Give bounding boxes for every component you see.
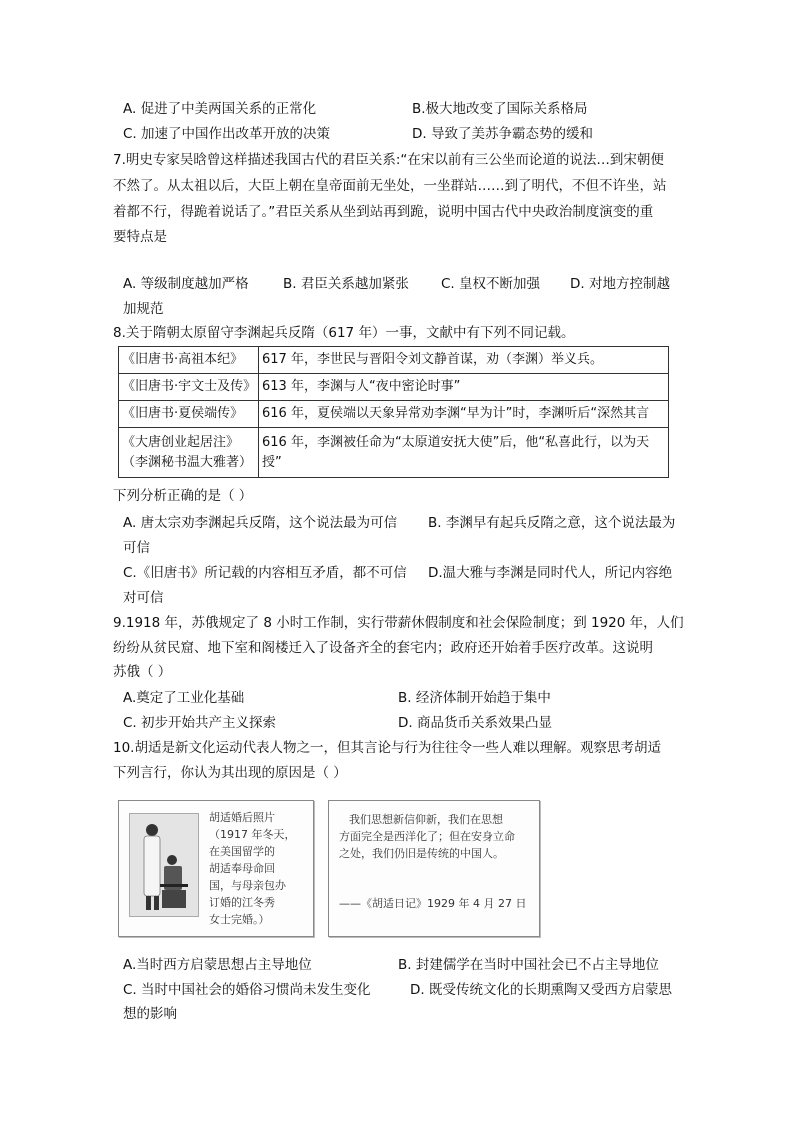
- q9-option-c: C. 初步开始共产主义探索: [123, 715, 277, 731]
- table-row: [119, 428, 669, 478]
- q10-stem-line-2: 下列言行，你认为其出现的原因是（ ）: [113, 765, 347, 781]
- q6-option-c: C. 加速了中国作出改革开放的决策: [123, 126, 331, 142]
- q6-option-d: D. 导致了美苏争霸态势的缓和: [412, 126, 593, 142]
- q8-option-b: B. 李渊早有起兵反隋之意，这个说法最为: [428, 515, 676, 531]
- source-name: 《旧唐书·夏侯端传》: [119, 401, 259, 428]
- photo-caption-line: 订婚的江冬秀: [209, 896, 275, 909]
- source-record: 616 年，李渊被任命为“太原道安抚大使”后，他“私喜此行，以为天授”: [259, 428, 669, 478]
- q7-stem-line-4: 要特点是: [113, 229, 167, 245]
- q9-option-a: A.奠定了工业化基础: [123, 690, 245, 706]
- source-record: 617 年，李世民与晋阳令刘文静首谋，劝（李渊）举义兵。: [259, 347, 669, 374]
- q9-stem-line-2: 纷纷从贫民窟、地下室和阁楼迁入了设备齐全的套宅内；政府还开始着手医疗改革。这说明: [113, 640, 653, 656]
- q7-stem-line-1: 7.明史专家吴晗曾这样描述我国古代的君臣关系:“在宋以前有三公坐而论道的说法…到宋朝便: [113, 152, 664, 168]
- photo-caption-line: 国，与母亲包办: [209, 879, 286, 892]
- q9-stem-line-3: 苏俄（ ）: [113, 664, 172, 680]
- q10-option-b: B. 封建儒学在当时中国社会已不占主导地位: [398, 957, 659, 973]
- wedding-photo-figure: [118, 800, 314, 937]
- photo-caption-line: （1917 年冬天，: [209, 828, 296, 841]
- q9-stem-line-1: 9.1918 年，苏俄规定了 8 小时工作制，实行带薪休假制度和社会保险制度；到 1920 年，人们: [113, 615, 684, 631]
- photo-caption-line: 胡适奉母命回: [209, 862, 275, 875]
- q8-option-a: A. 唐太宗劝李渊起兵反隋，这个说法最为可信: [123, 515, 398, 531]
- source-record: 616 年，夏侯端以天象异常劝李渊“早为计”时，李渊听后“深然其言: [259, 401, 669, 428]
- q7-stem-line-3: 着都不行，得跪着说话了。”君臣关系从坐到站再到跪，说明中国古代中央政治制度演变的重: [113, 204, 654, 220]
- diary-quote-source: ——《胡适日记》1929 年 4 月 27 日: [339, 897, 527, 910]
- diary-quote-line: 方面完全是西洋化了；但在安身立命: [339, 830, 515, 843]
- wedding-photo: [129, 813, 199, 917]
- table-row: [119, 347, 669, 374]
- q10-option-c: C. 当时中国社会的婚俗习惯尚未发生变化: [123, 982, 371, 998]
- source-name: 《旧唐书·宇文士及传》: [119, 374, 259, 401]
- q6-option-b: B.极大地改变了国际关系格局: [412, 101, 588, 117]
- table-row: [119, 374, 669, 401]
- q10-option-a: A.当时西方启蒙思想占主导地位: [123, 957, 312, 973]
- diary-quote-line: 我们思想新信仰新，我们在思想: [349, 813, 503, 826]
- table-row: [119, 401, 669, 428]
- source-record: 613 年，李渊与人“夜中密论时事”: [259, 374, 669, 401]
- q10-stem-line-1: 10.胡适是新文化运动代表人物之一，但其言论与行为往往令一些人难以理解。观察思考胡适: [113, 740, 661, 756]
- q8-source-table: [118, 346, 669, 478]
- diary-quote-figure: [328, 800, 540, 937]
- q7-option-d-continued: 加规范: [123, 301, 164, 317]
- source-name: 《旧唐书·高祖本纪》: [119, 347, 259, 374]
- q6-option-a: A. 促进了中美两国关系的正常化: [123, 101, 317, 117]
- q8-stem: 8.关于隋朝太原留守李渊起兵反隋（617 年）一事，文献中有下列不同记载。: [113, 325, 575, 341]
- q7-option-c: C. 皇权不断加强: [441, 276, 541, 292]
- photo-caption-line: 女士完婚。）: [209, 913, 270, 926]
- q7-stem-line-2: 不然了。从太祖以后，大臣上朝在皇帝面前无坐处，一坐群站……到了明代，不但不许坐，站: [113, 178, 667, 194]
- q7-option-a: A. 等级制度越加严格: [123, 276, 249, 292]
- q9-option-d: D. 商品货币关系效果凸显: [398, 715, 552, 731]
- q8-option-b-continued: 可信: [123, 540, 150, 556]
- q9-option-b: B. 经济体制开始趋于集中: [398, 690, 551, 706]
- q8-option-d-continued: 对可信: [123, 590, 164, 606]
- q7-option-d: D. 对地方控制越: [570, 276, 670, 292]
- diary-quote-line: 之处，我们仍旧是传统的中国人。: [339, 847, 504, 860]
- q8-option-d: D.温大雅与李渊是同时代人，所记内容绝: [428, 565, 673, 581]
- q8-option-c: C.《旧唐书》所记载的内容相互矛盾，都不可信: [123, 565, 407, 581]
- q8-prompt: 下列分析正确的是（ ）: [113, 488, 253, 504]
- q10-option-d: D. 既受传统文化的长期熏陶又受西方启蒙思: [410, 982, 672, 998]
- q7-option-b: B. 君臣关系越加紧张: [283, 276, 409, 292]
- photo-caption-line: 胡适婚后照片: [209, 811, 275, 824]
- source-name: 《大唐创业起居注》（李渊秘书温大雅著）: [119, 428, 259, 478]
- wedding-photo-image: [130, 814, 198, 916]
- photo-caption-line: 在美国留学的: [209, 845, 275, 858]
- q10-option-d-continued: 想的影响: [123, 1006, 177, 1022]
